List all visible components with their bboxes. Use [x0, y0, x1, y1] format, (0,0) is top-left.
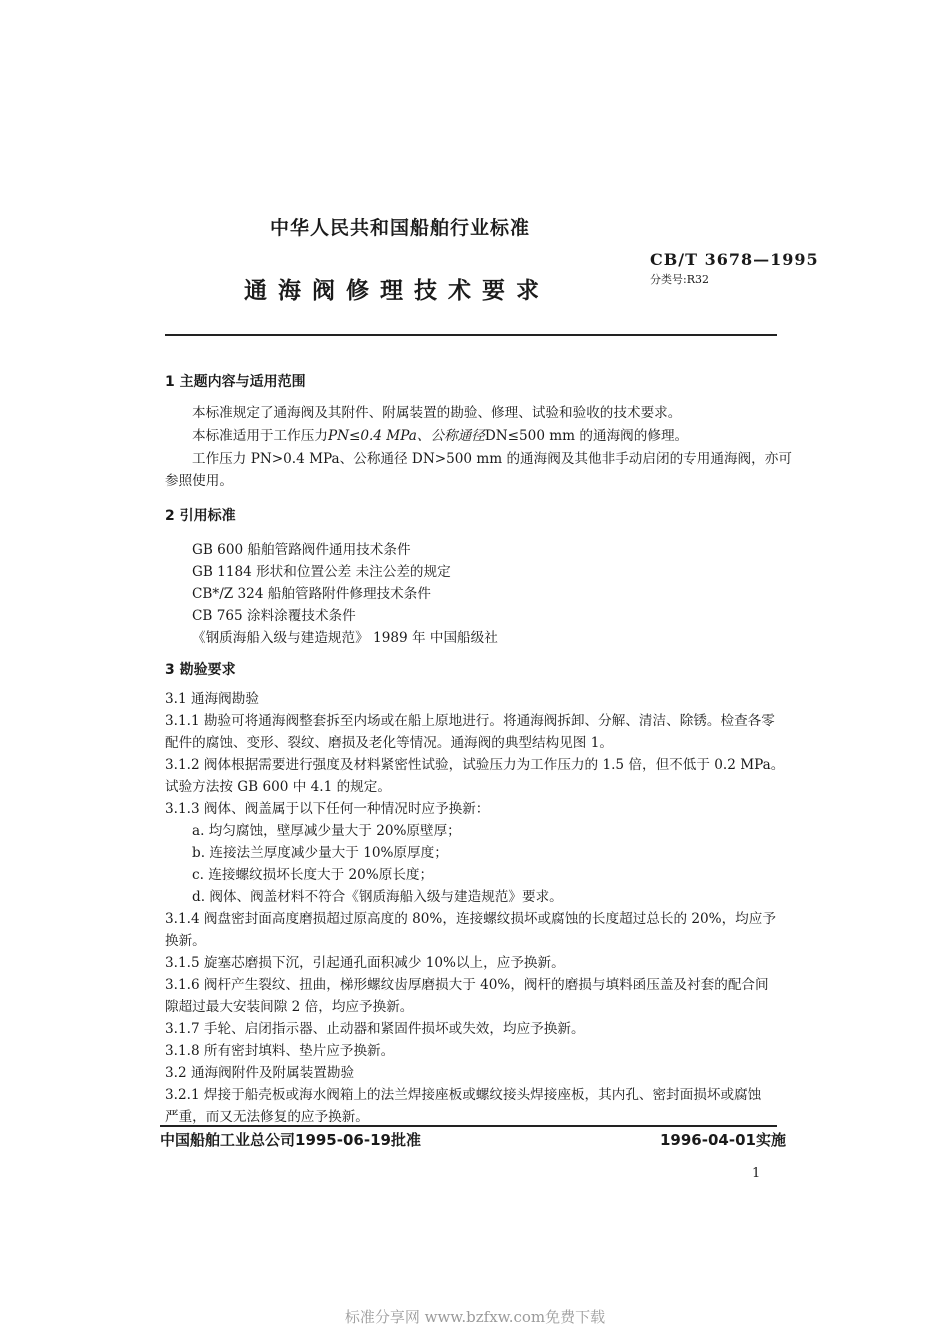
reference-item: CB*/Z 324 船舶管路附件修理技术条件 — [192, 586, 431, 602]
para-2-part-b: PN≤0.4 MPa、公称通径 — [327, 428, 485, 444]
clause-3-1: 3.1 通海阀勘验 — [165, 691, 259, 707]
clause-3-1-1-line-2: 配件的腐蚀、变形、裂纹、磨损及老化等情况。通海阀的典型结构见图 1。 — [165, 735, 613, 751]
list-item: c. 连接螺纹损坏长度大于 20%原长度； — [192, 867, 434, 883]
section-1-para-1: 本标准规定了通海阀及其附件、附属装置的勘验、修理、试验和验收的技术要求。 — [192, 405, 682, 421]
para-2-part-a: 本标准适用于工作压力 — [192, 428, 328, 444]
issuing-body-title: 中华人民共和国船舶行业标准 — [269, 217, 530, 239]
list-item: a. 均匀腐蚀，壁厚减少量大于 20%原壁厚； — [192, 823, 461, 839]
section-1-para-3-line-1: 工作压力 PN>0.4 MPa、公称通径 DN>500 mm 的通海阀及其他非手动启闭的专用通海阀，亦可 — [192, 451, 792, 467]
clause-3-1-2-line-1: 3.1.2 阀体根据需要进行强度及材料紧密性试验，试验压力为工作压力的 1.5 倍，但不低于 0.2 MPa。 — [165, 757, 785, 773]
list-item: d. 阀体、阀盖材料不符合《钢质海船入级与建造规范》要求。 — [192, 889, 563, 905]
para-2-part-c: DN≤500 mm 的通海阀的修理。 — [484, 428, 689, 444]
section-1-para-2 — [192, 427, 688, 445]
header-rule — [165, 334, 777, 336]
list-item: b. 连接法兰厚度减少量大于 10%原厚度； — [192, 845, 448, 861]
effective-date: 1996-04-01实施 — [660, 1131, 786, 1149]
clause-3-1-6-line-1: 3.1.6 阀杆产生裂纹、扭曲，梯形螺纹齿厚磨损大于 40%，阀杆的磨损与填料函压盖及衬套的配合间 — [165, 977, 769, 993]
clause-3-1-1-line-1: 3.1.1 勘验可将通海阀整套拆至内场或在船上原地进行。将通海阀拆卸、分解、清洁、除锈。检查各零 — [165, 713, 775, 729]
document-title: 通海阀修理技术要求 — [244, 278, 550, 304]
clause-3-1-2-line-2: 试验方法按 GB 600 中 4.1 的规定。 — [165, 779, 391, 795]
page-number: 1 — [752, 1166, 761, 1181]
footer-rule — [160, 1125, 777, 1127]
clause-3-1-4-line-2: 换新。 — [165, 933, 206, 949]
approval-date: 中国船舶工业总公司1995-06-19批准 — [160, 1131, 421, 1149]
watermark-text: 标准分享网 www.bzfxw.com免费下载 — [344, 1308, 606, 1326]
clause-3-1-6-line-2: 隙超过最大安装间隙 2 倍，均应予换新。 — [165, 999, 414, 1015]
reference-item: GB 600 船舶管路阀件通用技术条件 — [192, 542, 411, 558]
clause-3-1-4-line-1: 3.1.4 阀盘密封面高度磨损超过原高度的 80%，连接螺纹损坏或腐蚀的长度超过总长的 20%，均应予 — [165, 911, 776, 927]
section-3-heading: 3 勘验要求 — [165, 662, 236, 678]
clause-3-1-7: 3.1.7 手轮、启闭指示器、止动器和紧固件损坏或失效，均应予换新。 — [165, 1021, 585, 1037]
clause-3-2: 3.2 通海阀附件及附属装置勘验 — [165, 1065, 355, 1081]
clause-3-1-8: 3.1.8 所有密封填料、垫片应予换新。 — [165, 1043, 395, 1059]
clause-3-2-1-line-1: 3.2.1 焊接于船壳板或海水阀箱上的法兰焊接座板或螺纹接头焊接座板，其内孔、密封面损坏或腐蚀 — [165, 1087, 762, 1103]
clause-3-1-3: 3.1.3 阀体、阀盖属于以下任何一种情况时应予换新： — [165, 801, 490, 817]
reference-item: GB 1184 形状和位置公差 未注公差的规定 — [192, 564, 451, 580]
clause-3-1-5: 3.1.5 旋塞芯磨损下沉，引起通孔面积减少 10%以上，应予换新。 — [165, 955, 565, 971]
reference-item: 《钢质海船入级与建造规范》 1989 年 中国船级社 — [192, 630, 498, 646]
section-1-heading: 1 主题内容与适用范围 — [165, 374, 306, 390]
section-2-heading: 2 引用标准 — [165, 508, 236, 524]
clause-3-2-1-line-2: 严重，而又无法修复的应予换新。 — [165, 1109, 369, 1125]
section-1-para-3-line-2: 参照使用。 — [165, 473, 233, 489]
reference-item: CB 765 涂料涂覆技术条件 — [192, 608, 356, 624]
classification-number: 分类号:R32 — [650, 273, 709, 286]
standard-code: CB/T 3678—1995 — [650, 250, 819, 269]
